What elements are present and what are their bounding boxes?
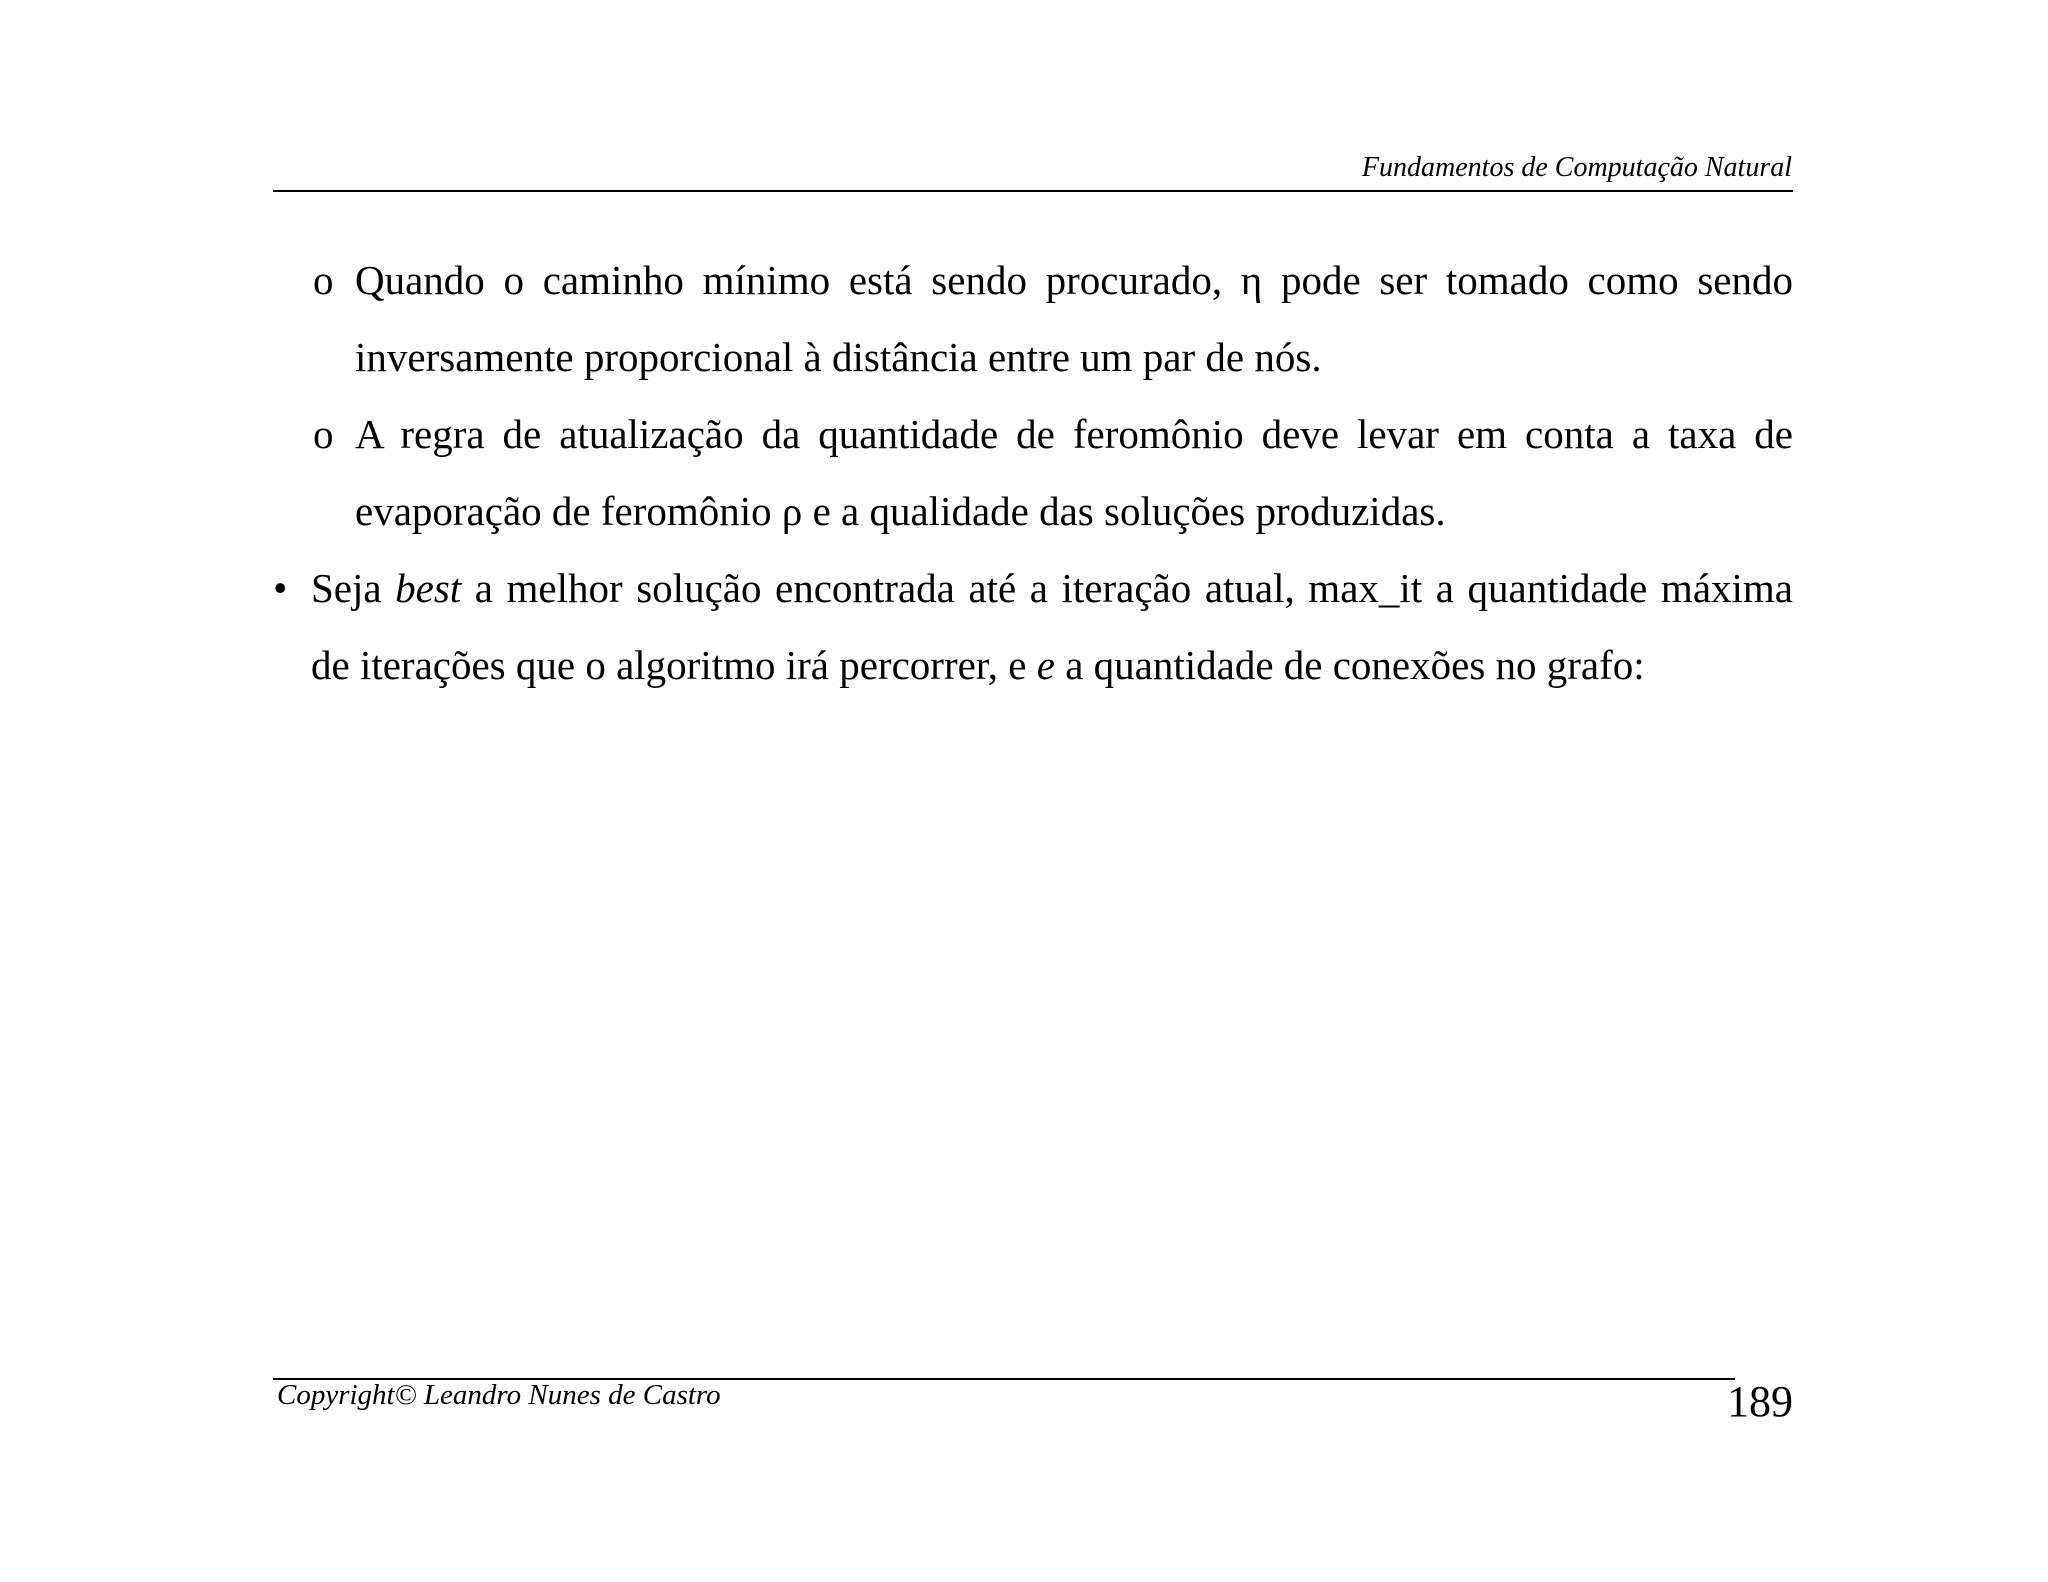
page-number: 189 [1727,1377,1793,1426]
solid-bullet-marker: • [273,565,288,611]
emphasis-best: best [395,565,462,611]
page-header-title: Fundamentos de Computação Natural [1361,152,1792,183]
bullet-text: A regra de atualização da quantidade de feromônio deve levar em conta a taxa de evaporação de feromônio ρ e a qualidade das soluções produzidas. [355,411,1793,534]
bullet-text-part: a quantidade de conexões no grafo: [1054,642,1645,688]
header-divider [273,190,1793,192]
page-body [273,242,1793,704]
bullet-text-part: a melhor solução encontrada até a iteração atual, max_it a quantidade máxima de iterações que o algoritmo irá percorrer, e [311,565,1793,688]
bullet-text-part: Seja [311,565,396,611]
sub-bullet-item [273,396,1793,550]
emphasis-e: e [1036,642,1055,688]
sub-bullet-item [273,242,1793,396]
hollow-bullet-marker: o [313,411,334,457]
hollow-bullet-marker: o [313,257,334,303]
bullet-text: Quando o caminho mínimo está sendo procurado, η pode ser tomado como sendo inversamente proporcional à distância entre um par de nós. [355,257,1793,380]
footer-copyright: Copyright© Leandro Nunes de Castro [277,1379,721,1411]
main-bullet-item [273,550,1793,704]
